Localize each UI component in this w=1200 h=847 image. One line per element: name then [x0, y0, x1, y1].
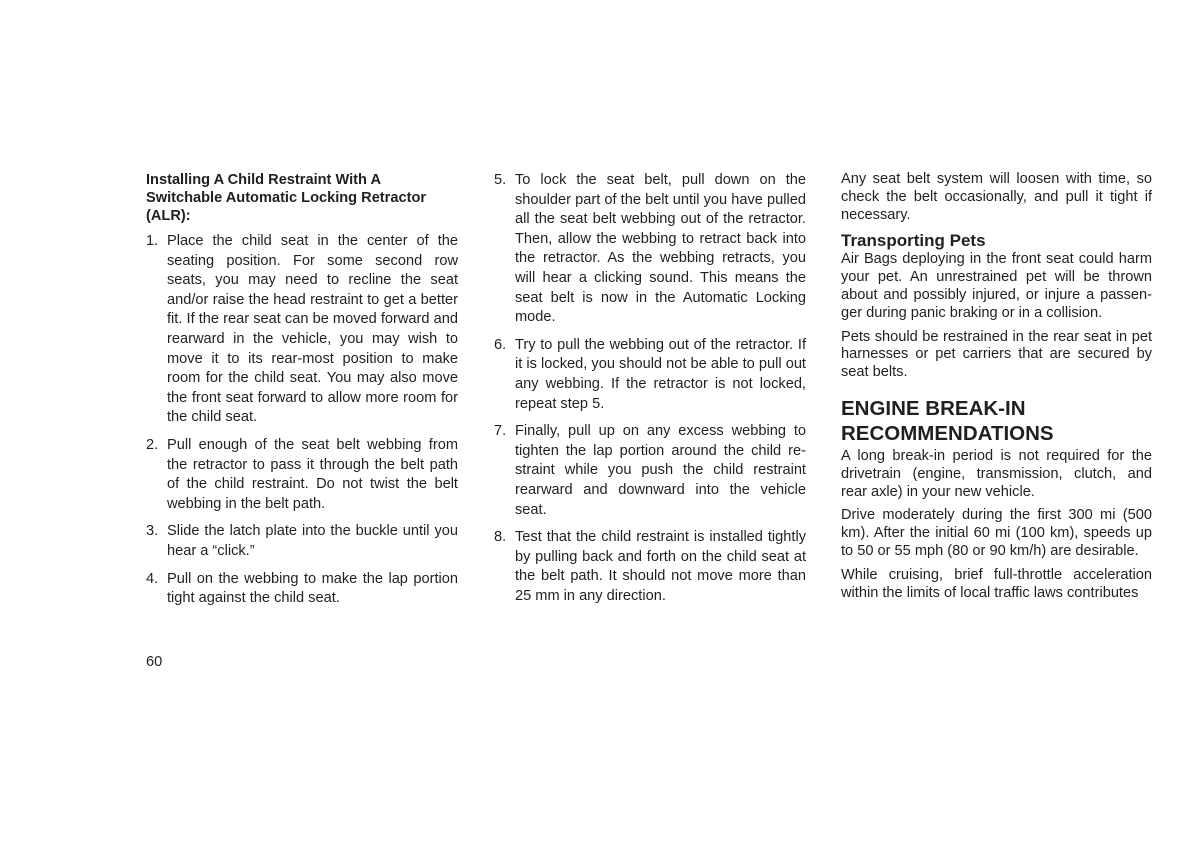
list-item: [146, 522, 458, 561]
step-number: 4.: [146, 570, 159, 587]
step-number: 8.: [494, 529, 507, 546]
engine-paragraph-2: Drive moderately during the first 300 mi (500 km). After the initial 60 mi (100 km), speeds up to 50 or 55 mph (80 or 90 km/h) are desirable.: [841, 507, 1152, 559]
list-item: [494, 171, 806, 328]
seat-belt-loosen-paragraph: Any seat belt system will loosen with time, so check the belt occasionally, and pull it tight if necessary.: [841, 171, 1152, 223]
list-item: [494, 528, 806, 606]
step-text: Pull on the webbing to make the lap portion tight against the child seat.: [167, 570, 458, 607]
list-item: [146, 232, 458, 428]
engine-break-in-heading: ENGINE BREAK-IN RECOMMENDATIONS: [841, 396, 1054, 445]
step-text: To lock the seat belt, pull down on the shoulder part of the belt until you have pulled all the seat belt webbing out of the retractor. Then, allow the webbing to retract back into the retractor. As the webbing retracts, you will hear a clicking sound. This means the seat belt is now in the Automatic Locking mode.: [515, 172, 806, 326]
engine-paragraph-3: While cruising, brief full-throttle acceleration within the limits of local traffic laws contributes: [841, 566, 1152, 601]
list-item: [494, 422, 806, 520]
step-number: 1.: [146, 233, 159, 249]
left-steps-list: [146, 232, 458, 609]
step-number: 7.: [494, 423, 507, 440]
page-number: 60: [146, 654, 163, 670]
right-column: [841, 171, 1152, 608]
step-number: 6.: [494, 336, 507, 353]
list-item: [146, 570, 458, 609]
transporting-pets-heading: Transporting Pets: [841, 231, 986, 251]
step-number: 2.: [146, 436, 159, 453]
step-text: Place the child seat in the center of the seating position. For some second row seats, you may need to recline the seat and/or raise the head restraint to get a better fit. If the rear seat can be moved forward and rearward in the vehicle, you may wish to move it to its rear-most position to make room for the child seat. You may also move the front seat forward to allow more room for the child seat.: [167, 233, 458, 426]
step-text: Try to pull the webbing out of the retractor. If it is locked, you should not be able to pull out any webbing. If the retractor is not locked, repeat step 5.: [515, 336, 806, 412]
middle-steps-list: [494, 171, 806, 606]
step-number: 5.: [494, 172, 507, 188]
pets-paragraph-1: Air Bags deploying in the front seat could harm your pet. An unrestrained pet will be thrown about and possibly injured, or injure a passen-ger during panic braking or in a collision.: [841, 251, 1152, 321]
middle-column: [494, 171, 806, 614]
step-text: Pull enough of the seat belt webbing from the retractor to pass it through the belt path of the child restraint. Do not twist the belt webbing in the belt path.: [167, 436, 458, 512]
step-text: Test that the child restraint is installed tightly by pulling back and forth on the child seat at the belt path. It should not move more than 25 mm in any direction.: [515, 529, 806, 604]
child-restraint-alr-heading: Installing A Child Restraint With A Switchable Automatic Locking Retractor (ALR):: [146, 172, 427, 224]
left-column: [146, 171, 458, 617]
engine-paragraph-1: A long break-in period is not required for the drivetrain (engine, transmission, clutch, and rear axle) in your new vehicle.: [841, 447, 1152, 500]
list-item: [146, 436, 458, 514]
list-item: [494, 336, 806, 414]
step-number: 3.: [146, 523, 159, 540]
pets-paragraph-2: Pets should be restrained in the rear seat in pet harnesses or pet carriers that are secured by seat belts.: [841, 328, 1152, 381]
step-text: Finally, pull up on any excess webbing to tighten the lap portion around the child re-straint while you push the child restraint rearward and downward into the vehicle seat.: [515, 423, 806, 518]
step-text: Slide the latch plate into the buckle until you hear a “click.”: [167, 523, 458, 559]
